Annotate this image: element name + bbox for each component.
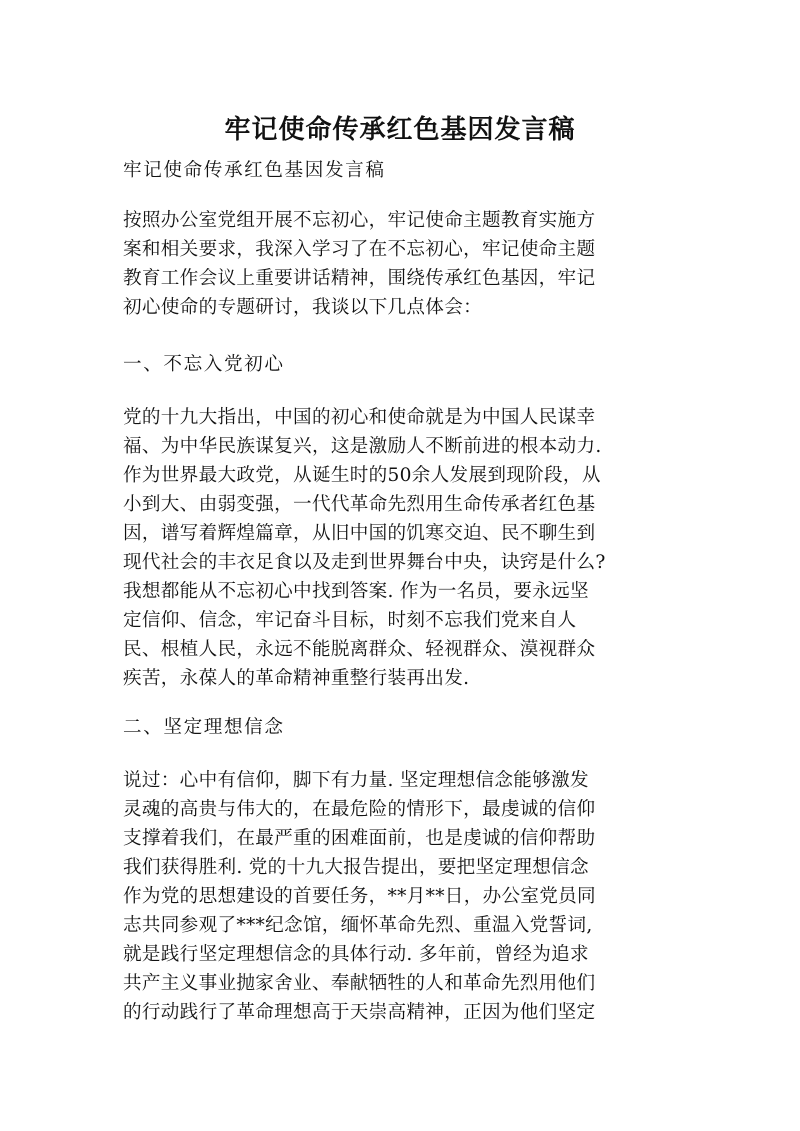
intro-line: 教育工作会议上重要讲话精神，围绕传承红色基因，牢记 bbox=[123, 268, 596, 289]
intro-line: 初心使命的专题研讨，我谈以下几点体会： bbox=[123, 297, 482, 318]
section1-line: 党的十九大指出，中国的初心和使命就是为中国人民谋幸 bbox=[123, 407, 596, 428]
section2-line: 的行动践行了革命理想高于天崇高精神，正因为他们坚定 bbox=[123, 1002, 596, 1023]
section1-line: 民、根植人民，永远不能脱离群众、轻视群众、漠视群众 bbox=[123, 639, 596, 660]
intro-line: 按照办公室党组开展不忘初心，牢记使命主题教育实施方 bbox=[123, 210, 596, 231]
intro-line: 案和相关要求，我深入学习了在不忘初心，牢记使命主题 bbox=[123, 239, 596, 260]
section2-line: 共产主义事业抛家舍业、奉献牺牲的人和革命先烈用他们 bbox=[123, 973, 596, 994]
section1-line: 我想都能从不忘初心中找到答案. 作为一名员，要永远坚 bbox=[123, 581, 589, 602]
section2-line: 志共同参观了***纪念馆，缅怀革命先烈、重温入党誓词, bbox=[123, 915, 593, 936]
section-heading-1: 一、不忘入党初心 bbox=[123, 354, 285, 375]
section1-line: 福、为中华民族谋复兴，这是激励人不断前进的根本动力. bbox=[123, 436, 602, 457]
section1-line: 因，谱写着辉煌篇章，从旧中国的饥寒交迫、民不聊生到 bbox=[123, 523, 596, 544]
section2-line: 就是践行坚定理想信念的具体行动. 多年前，曾经为追求 bbox=[123, 944, 589, 965]
section1-line: 定信仰、信念，牢记奋斗目标，时刻不忘我们党来自人 bbox=[123, 610, 577, 631]
section1-line: 作为世界最大政党，从诞生时的50余人发展到现阶段，从 bbox=[123, 465, 601, 486]
section1-line: 现代社会的丰衣足食以及走到世界舞台中央，诀窍是什么? bbox=[123, 552, 606, 573]
section-heading-2: 二、坚定理想信念 bbox=[123, 717, 285, 738]
document-subtitle: 牢记使命传承红色基因发言稿 bbox=[123, 160, 386, 181]
section2-line: 灵魂的高贵与伟大的，在最危险的情形下，最虔诚的信仰 bbox=[123, 799, 596, 820]
section2-line: 支撑着我们，在最严重的困难面前，也是虔诚的信仰帮助 bbox=[123, 828, 596, 849]
section2-line: 我们获得胜利. 党的十九大报告提出，要把坚定理想信念 bbox=[123, 857, 589, 878]
section2-line: 说过：心中有信仰，脚下有力量. 坚定理想信念能够激发 bbox=[123, 770, 589, 791]
document-title: 牢记使命传承红色基因发言稿 bbox=[224, 115, 576, 145]
section2-line: 作为党的思想建设的首要任务，**月**日，办公室党员同 bbox=[123, 886, 596, 907]
section1-line: 小到大、由弱变强，一代代革命先烈用生命传承者红色基 bbox=[123, 494, 596, 515]
section1-line: 疾苦，永葆人的革命精神重整行装再出发. bbox=[123, 668, 470, 689]
